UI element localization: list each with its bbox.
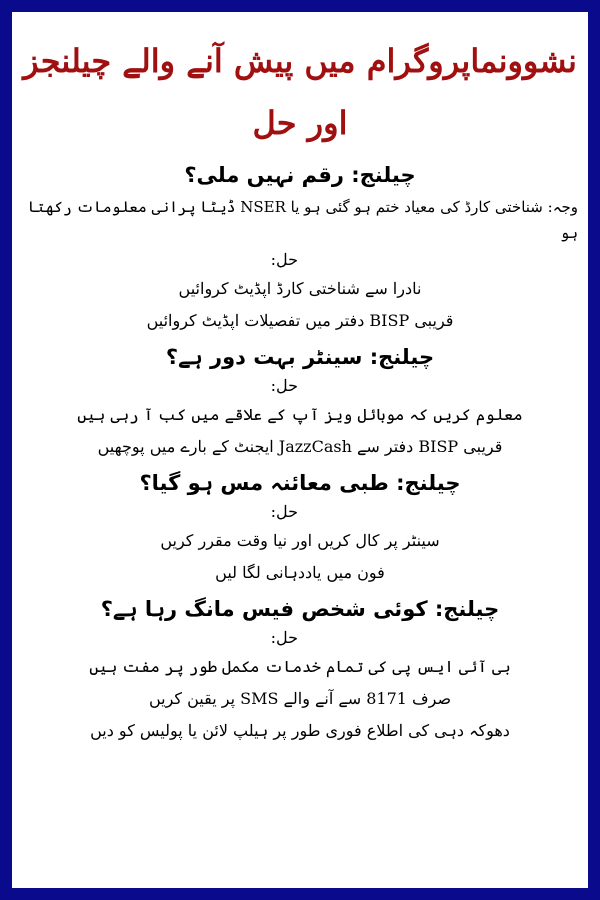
reason-text: وجہ: شناختی کارڈ کی معیاد ختم ہو گئی ہو یا NSER ڈیٹا پرانی معلومات رکھتا ہو [27, 198, 578, 242]
solution-item: فون میں یاددہانی لگا لیں [215, 563, 385, 582]
solution-item: معلوم کریں کہ موبائل ویز آپ کے علاقے میں کب آ رہی ہیں [77, 405, 523, 424]
section-missed-checkup [12, 466, 588, 588]
solution-label: حل: [270, 250, 298, 269]
section-no-payment [12, 158, 588, 336]
section-center-far [12, 340, 588, 462]
solution-item: قریبی BISP دفتر سے JazzCash ایجنٹ کے بارے میں پوچھیں [97, 437, 503, 456]
challenge-heading: چیلنج: طبی معائنہ مس ہو گیا؟ [139, 471, 461, 495]
challenge-heading: چیلنج: سینٹر بہت دور ہے؟ [165, 345, 435, 369]
solution-item: صرف 8171 سے آنے والے SMS پر یقین کریں [148, 689, 452, 708]
solution-item: نادرا سے شناختی کارڈ اپڈیٹ کروائیں [178, 279, 422, 298]
section-fee-demand [12, 592, 588, 746]
solution-label: حل: [270, 502, 298, 521]
page-title: نشوونماپروگرام میں پیش آنے والے چیلنجز اور حل [23, 42, 577, 142]
content-panel [12, 12, 588, 888]
solution-label: حل: [270, 628, 298, 647]
solution-label: حل: [270, 376, 298, 395]
solution-item: قریبی BISP دفتر میں تفصیلات اپڈیٹ کروائیں [146, 311, 454, 330]
solution-item: دھوکہ دہی کی اطلاع فوری طور پر ہیلپ لائن یا پولیس کو دیں [90, 721, 510, 740]
challenge-heading: چیلنج: کوئی شخص فیس مانگ رہا ہے؟ [100, 597, 500, 621]
solution-item: بی آئی ایس پی کی تمام خدمات مکمل طور پر مفت ہیں [89, 657, 511, 676]
solution-item: سینٹر پر کال کریں اور نیا وقت مقرر کریں [160, 531, 440, 550]
challenge-heading: چیلنج: رقم نہیں ملی؟ [184, 163, 416, 187]
